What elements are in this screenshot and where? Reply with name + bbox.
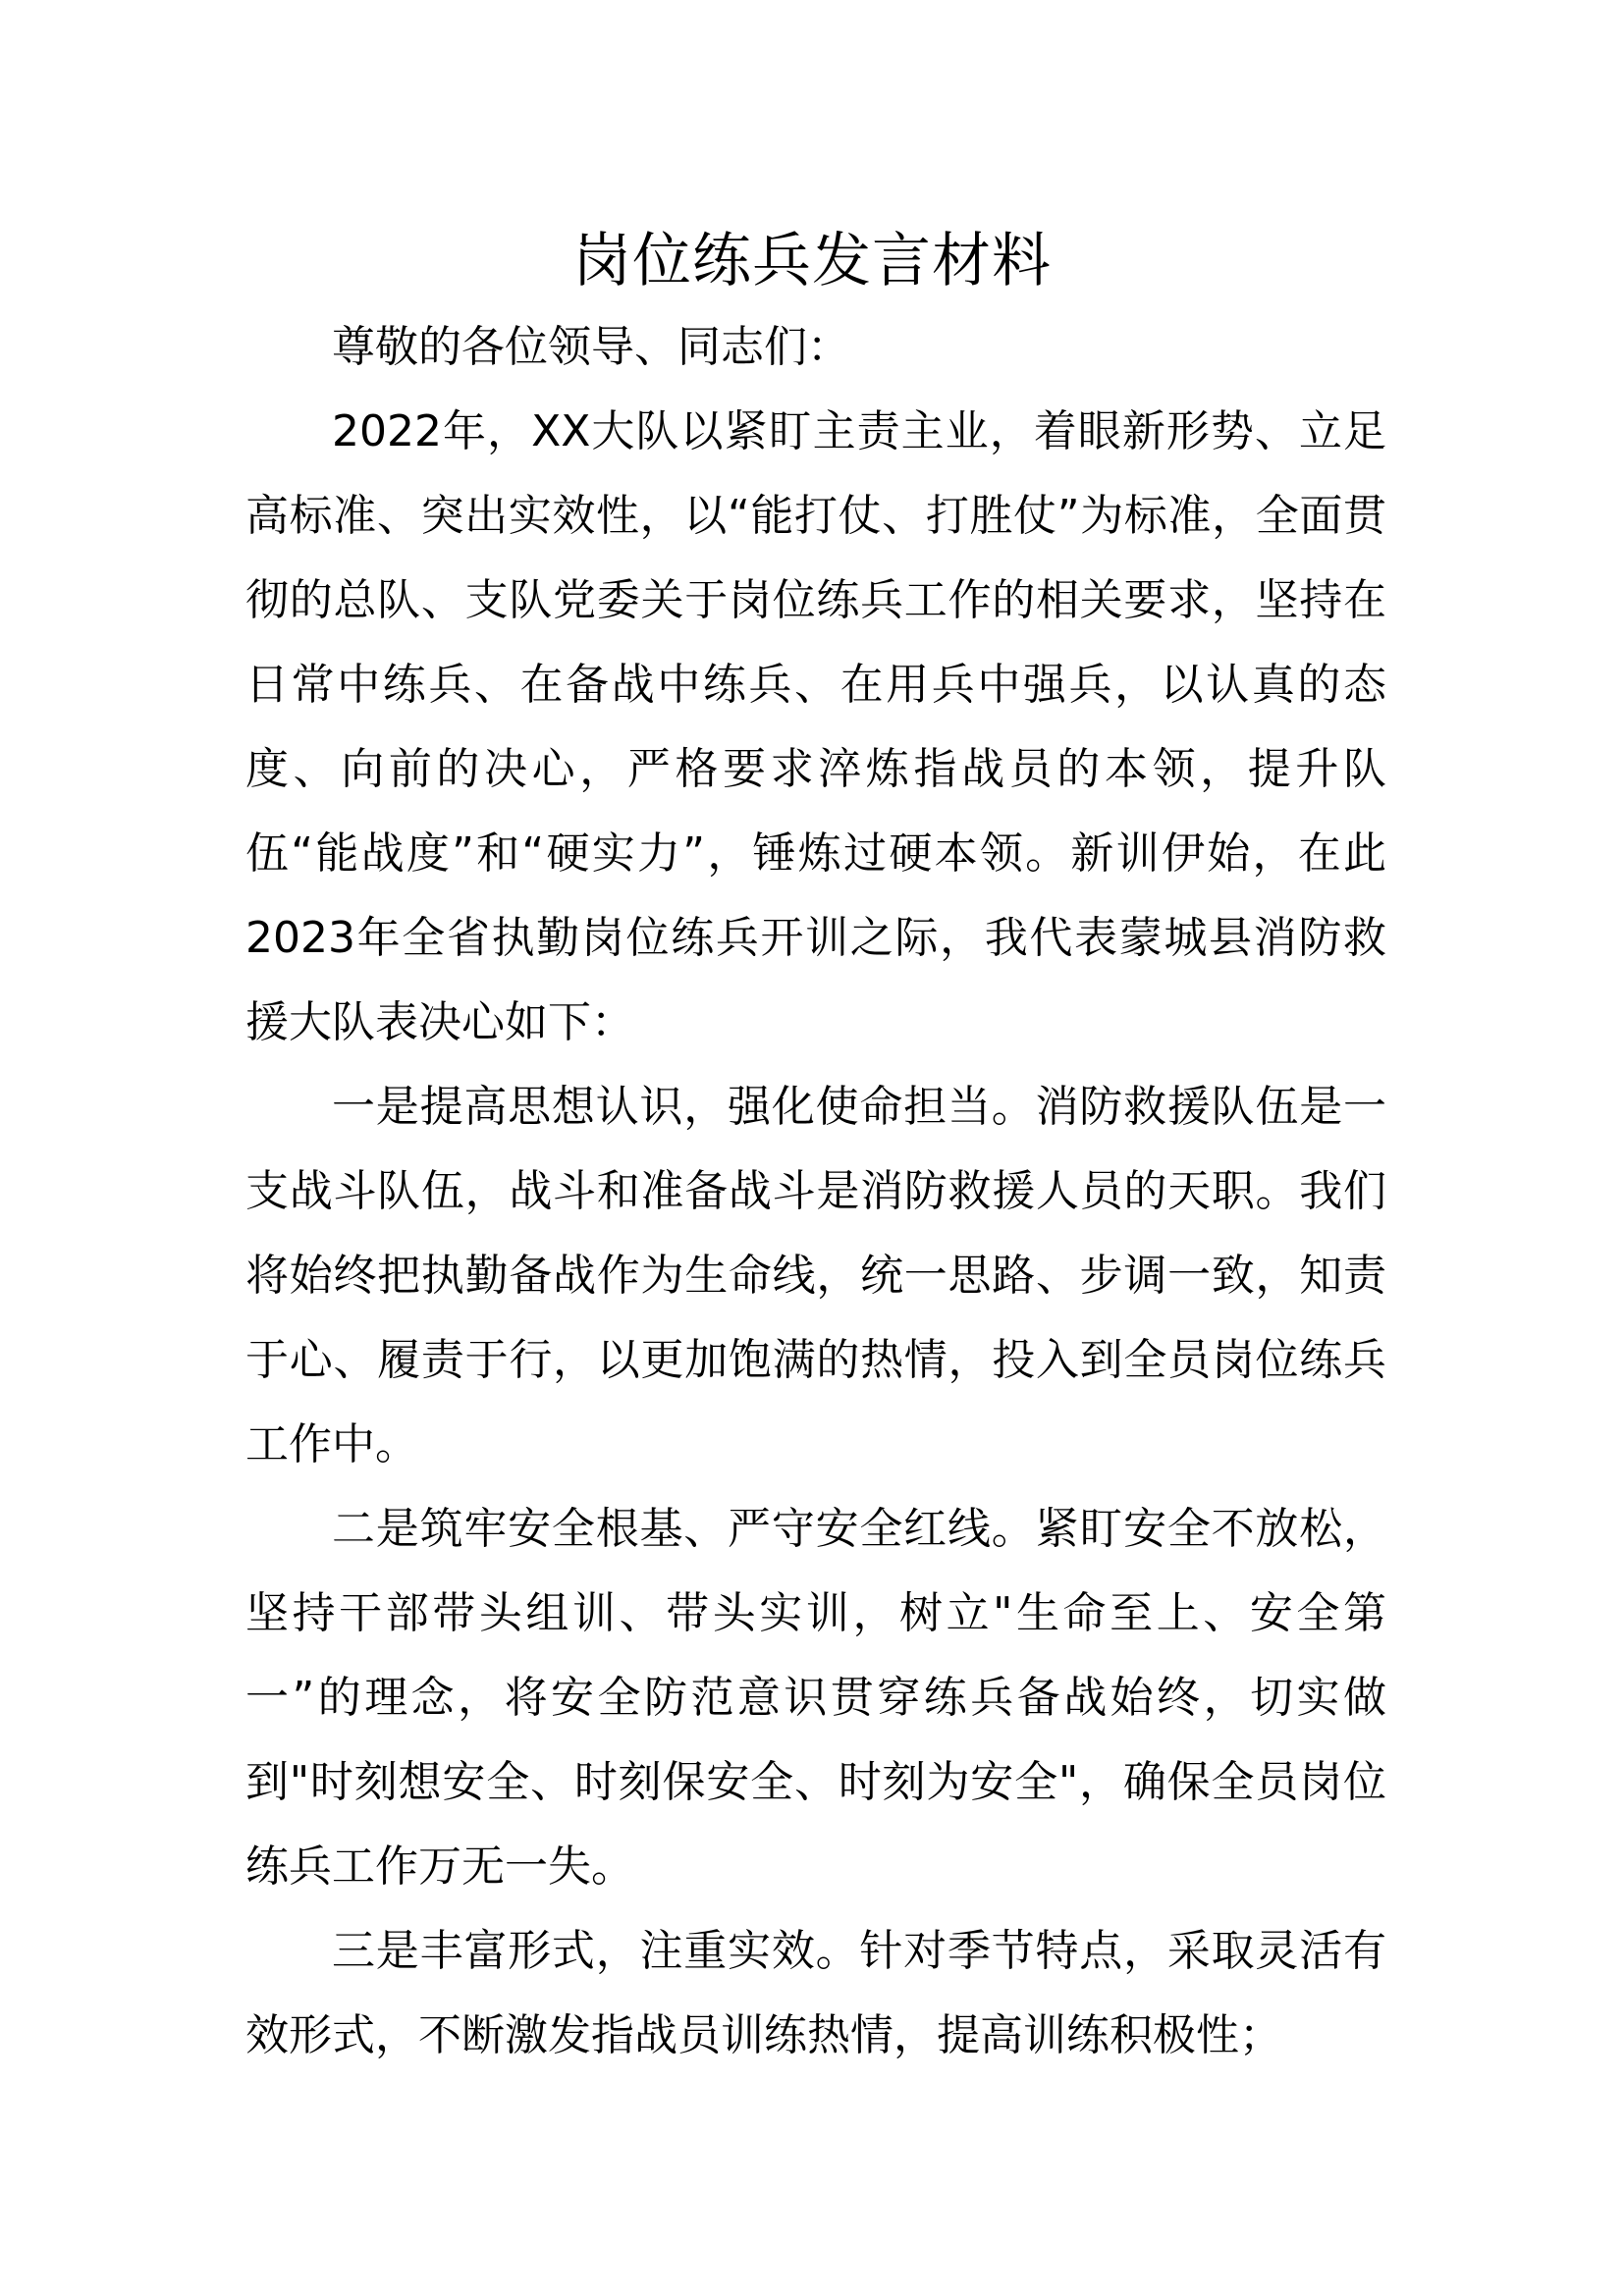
point-one-paragraph: 一是提高思想认识，强化使命担当。消防救援队伍是一支战斗队伍，战斗和准备战斗是消防救援人员的天职。我们将始终把执勤备战作为生命线，统一思路、步调一致，知责于心、履责于行，以更加饱满的热情，投入到全员岗位练兵工作中。 (245, 1082, 1386, 1469)
document-title: 岗位练兵发言材料 (572, 227, 1052, 295)
intro-paragraph: 2022年，XX大队以紧盯主责主业，着眼新形势、立足高标准、突出实效性，以“能打仗、打胜仗”为标准，全面贯彻的总队、支队党委关于岗位练兵工作的相关要求，坚持在日常中练兵、在备战中练兵、在用兵中强兵，以认真的态度、向前的决心，严格要求淬炼指战员的本领，提升队伍“能战度”和“硬实力”，锤炼过硬本领。新训伊始，在此2023年全省执勤岗位练兵开训之际，我代表蒙城县消防救援大队表决心如下： (245, 406, 1386, 1047)
salutation-paragraph: 尊敬的各位领导、同志们： (332, 322, 850, 372)
point-two-paragraph: 二是筑牢安全根基、严守安全红线。紧盯安全不放松，坚持干部带头组训、带头实训，树立"生命至上、安全第一”的理念，将安全防范意识贯穿练兵备战始终，切实做到"时刻想安全、时刻保安全、时刻为安全"，确保全员岗位练兵工作万无一失。 (245, 1504, 1386, 1892)
point-three-paragraph: 三是丰富形式，注重实效。针对季节特点，采取灵活有效形式，不断激发指战员训练热情，提高训练积极性； (245, 1926, 1386, 2060)
document-body (245, 305, 1386, 2078)
